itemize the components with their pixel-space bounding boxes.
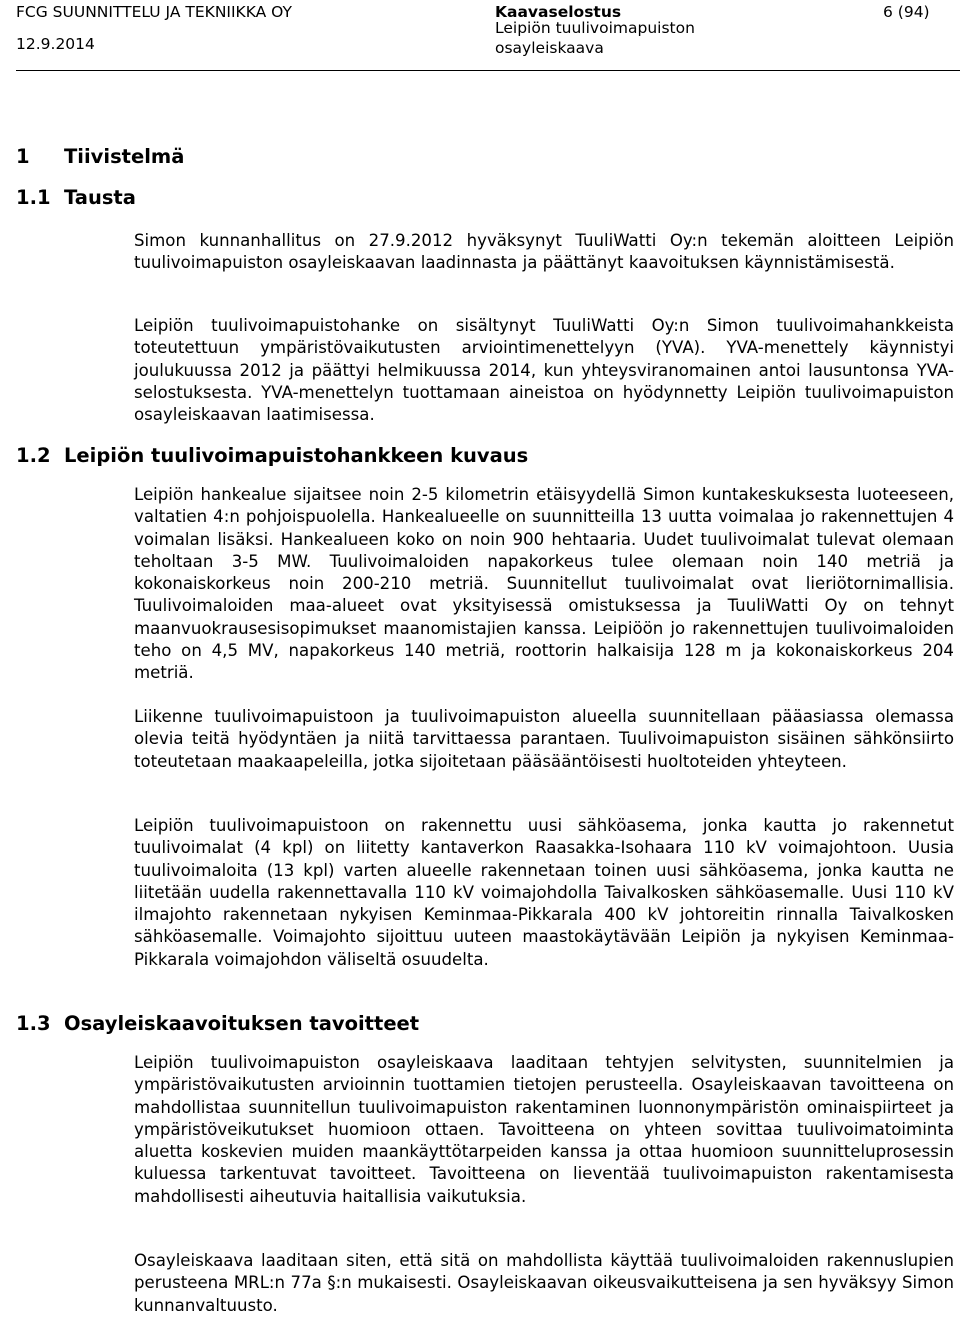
header-organization: FCG SUUNNITTELU JA TEKNIIKKA OY [16,3,292,21]
section-1-2-paragraph-2: Liikenne tuulivoimapuistoon ja tuulivoimapuiston alueella suunnitellaan pääasiassa olemassa olevia teitä hyödyntäen ja niitä tarvittaessa parantaen. Tuulivoimapuiston sisäinen sähkönsiirto toteutetaan maakaapeleilla, jotka sijoitetaan pääsääntöisesti huoltoteiden yhteyteen. [134,707,954,771]
header-document-type: Kaavaselostus [495,3,622,21]
section-number: 1.3 [16,1012,51,1035]
section-1-1-paragraph-2: Leipiön tuulivoimapuistohanke on sisältynyt TuuliWatti Oy:n Simon tuulivoimahankkeista toteutettuun ympäristövaikutusten arviointimenettelyyn (YVA). YVA-menettely käynnistyi joulukuussa 2012 ja päättyi helmikuussa 2014, kun yhteysviranomainen antoi lausuntonsa YVA-selostuksesta. YVA-menettelyn tuottamaan aineistoa on hyödynnetty Leipiön tuulivoimapuiston osayleiskaavan laatimisessa. [134,316,954,425]
section-1-3-paragraph-2: Osayleiskaava laaditaan siten, että sitä on mahdollista käyttää tuulivoimaloiden rakennuslupien perusteena MRL:n 77a §:n mukaisesti. Osayleiskaavan oikeusvaikutteisena ja sen hyväksyy Simon kunnanvaltuusto. [134,1251,954,1315]
section-number: 1.1 [16,186,51,209]
section-title: Leipiön tuulivoimapuistohankkeen kuvaus [64,444,529,467]
page-header [0,0,960,72]
header-page-number: 6 (94) [883,3,930,21]
section-title: Osayleiskaavoituksen tavoitteet [64,1012,420,1035]
section-1-1-heading [16,186,136,210]
header-date: 12.9.2014 [16,35,95,53]
header-project: Leipiön tuulivoimapuiston osayleiskaava [495,19,695,57]
section-1-3-heading [16,1012,419,1036]
header-divider [16,70,960,71]
section-1-2-paragraph-3: Leipiön tuulivoimapuistoon on rakennettu uusi sähköasema, jonka kautta jo rakennetut tuulivoimalat (4 kpl) on liitetty kantaverkon Raasakka-Isohaara 110 kV voimajohtoon. Uusia tuulivoimaloita (13 kpl) varten alueelle rakennetaan toinen uusi sähköasema, jonka kautta ne liitetään uudella rakennettavalla 110 kV voimajohdolla Taivalkosken sähköasemalle. Uusi 110 kV ilmajohto rakennetaan nykyisen Keminmaa-Pikkarala 400 kV johtoreitin rinnalla Taivalkosken sähköasemalle. Voimajohto sijoittuu uuteen maastokäytävään Leipiön ja nykyisen Keminmaa-Pikkarala voimajohdon väliseltä osuudelta. [134,816,954,969]
section-1-2-paragraph-1: Leipiön hankealue sijaitsee noin 2-5 kilometrin etäisyydellä Simon kuntakeskuksesta luoteeseen, valtatien 4:n pohjoispuolella. Hankealueelle on suunnitteilla 13 uutta voimalaa jo rakennettujen 4 voimalan lisäksi. Hankealueen koko on noin 900 hehtaaria. Uudet tuulivoimalat tulevat olemaan teholtaan 3-5 MW. Tuulivoimaloiden napakorkeus tulee olemaan noin 140 metriä ja kokonaiskorkeus noin 200-210 metriä. Suunnitellut tuulivoimalat ovat lieriötornimallisia. Tuulivoimaloiden maa-alueet ovat yksityisessä omistuksessa ja TuuliWatti Oy on tehnyt maanvuokrausesisopimukset maanomistajien kanssa. Leipiöön jo rakennettujen tuulivoimaloiden teho on 4,5 MV, napakorkeus 140 metriä, roottorin halkaisija 128 m ja kokonaiskorkeus 204 metriä. [134,485,954,683]
section-1-2-heading [16,444,528,468]
section-number: 1 [16,145,30,168]
section-1-heading [16,145,184,169]
section-1-3-paragraph-1: Leipiön tuulivoimapuiston osayleiskaava laaditaan tehtyjen selvitysten, suunnitelmien ja ympäristövaikutusten arvioinnin tuottamien tietojen perusteella. Osayleiskaavan tavoitteena on mahdollistaa suunnitellun tuulivoimapuiston rakentaminen luonnonympäristön ominaispiirteet ja ympäristöveikutukset huomioon ottaen. Tavoitteena on yhteen sovittaa tuulivoimatoiminta aluetta koskevien muiden maankäyttötarpeiden kanssa ja ottaa huomioon suunnitteluprosessin kuluessa tarkentuvat tavoitteet. Tavoitteena on lieventää tuulivoimapuiston rakentamisesta mahdollisesti aiheutuvia haitallisia vaikutuksia. [134,1053,954,1206]
section-number: 1.2 [16,444,51,467]
section-title: Tiivistelmä [64,145,185,168]
section-title: Tausta [64,186,136,209]
section-1-1-paragraph-1: Simon kunnanhallitus on 27.9.2012 hyväksynyt TuuliWatti Oy:n tekemän aloitteen Leipiön tuulivoimapuiston osayleiskaavan laadinnasta ja päättänyt kaavoituksen käynnistämisestä. [134,231,954,273]
